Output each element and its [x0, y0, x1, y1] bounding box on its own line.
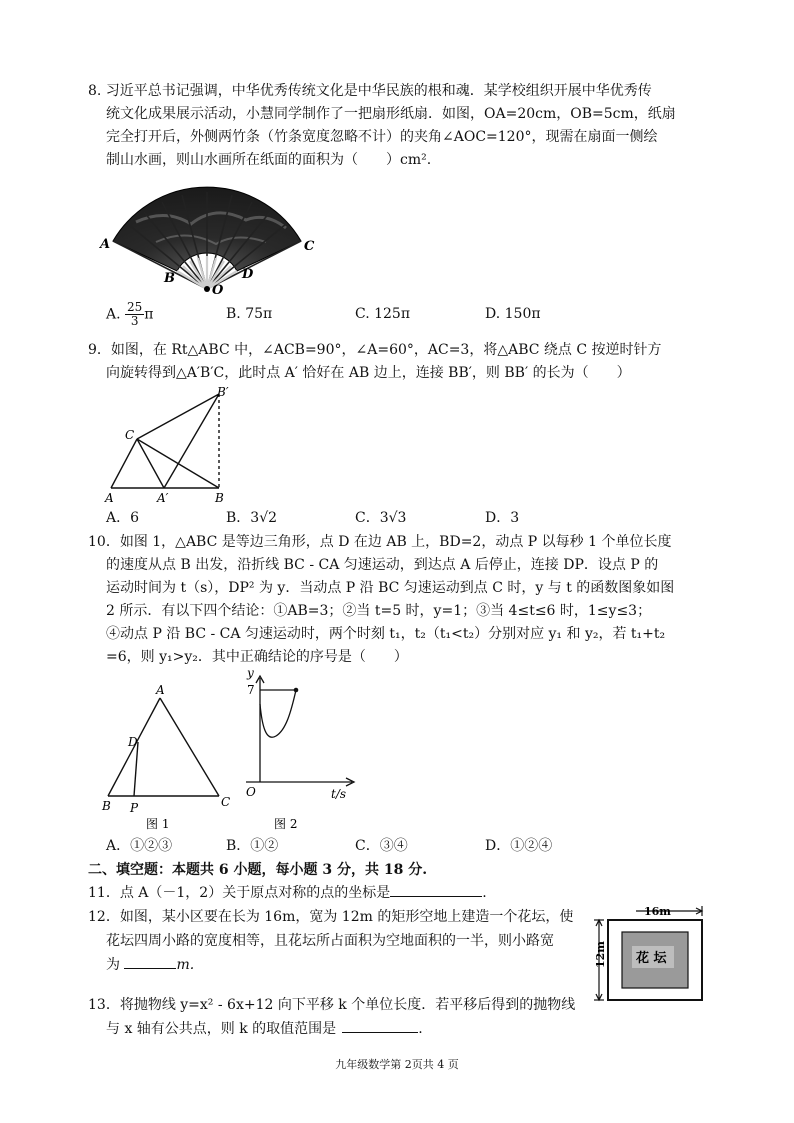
flower-bed-length-label: 16m [644, 905, 671, 918]
q8-option-d[interactable]: D. 150π [485, 306, 541, 322]
q12-line-2: 花坛四周小路的宽度相等，且花坛所占面积为空地面积的一半，则小路宽 [106, 933, 554, 949]
q13-line-2 [106, 1018, 726, 1040]
q9-option-c[interactable]: C．3√3 [355, 510, 407, 526]
q10-line-4: 2 所示．有以下四个结论：①AB=3；②当 t=5 时，y=1；③当 4≤t≤6 时，1≤y≤3； [106, 603, 652, 619]
fig1-label-a: A [156, 683, 165, 697]
fig9-label-a: A [105, 491, 114, 505]
q10-line-1: 10．如图 1，△ABC 是等边三角形，点 D 在边 AB 上，BD=2，动点 P 以每秒 1 个单位长度 [88, 534, 672, 550]
flower-bed-label: 花 坛 [636, 951, 667, 966]
fan-label-o: O [212, 283, 224, 296]
q10-line-3: 运动时间为 t（s），DP² 为 y．当动点 P 沿 BC 匀速运动到点 C 时，y 与 t 的函数图象如图 [106, 580, 675, 596]
q12-answer-blank[interactable] [124, 954, 176, 969]
fig1-caption: 图 1 [146, 817, 170, 831]
q11-end: . [482, 885, 487, 901]
fig9-label-a-prime: A′ [157, 491, 169, 505]
q8-option-a-letter: A. [106, 306, 121, 323]
q10-option-b[interactable]: B．①② [226, 838, 279, 854]
fig2-caption: 图 2 [274, 817, 298, 831]
flower-bed-width-label: 12m [594, 941, 607, 968]
q13-text: 与 x 轴有公共点，则 k 的取值范围是 [106, 1021, 337, 1037]
fig1-label-b: B [102, 799, 111, 813]
pi-symbol: π [144, 306, 154, 323]
fig2-label-7: 7 [247, 683, 255, 697]
q12-line-1: 12．如图，某小区要在长为 16m，宽为 12m 的矩形空地上建造一个花坛，使 [88, 909, 574, 925]
q10-line-2: 的速度从点 B 出发，沿折线 BC - CA 匀速运动，到达点 A 后停止，连接 DP．设点 P 的 [106, 557, 659, 573]
q8-line-1: 8. 习近平总书记强调，中华优秀传统文化是中华民族的根和魂．某学校组织开展中华优秀传 [88, 83, 652, 99]
fan-label-b: B [164, 271, 175, 286]
function-graph-figure [236, 664, 362, 834]
flower-bed-figure [590, 898, 714, 1006]
q13-end: . [418, 1021, 423, 1037]
fig1-label-c: C [221, 795, 231, 809]
q8-option-c[interactable]: C. 125π [355, 306, 411, 322]
section-2-title: 二、填空题：本题共 6 小题，每小题 3 分，共 18 分. [88, 862, 428, 878]
fraction-denominator: 3 [130, 314, 139, 328]
q12-unit: m. [176, 957, 195, 973]
q8-line-3: 完全打开后，外侧两竹条（竹条宽度忽略不计）的夹角∠AOC=120°，现需在扇面一侧绘 [106, 129, 658, 145]
q10-option-a[interactable]: A．①②③ [106, 838, 173, 854]
q10-line-6: =6，则 y₁>y₂．其中正确结论的序号是（ ） [106, 649, 408, 665]
fig2-label-ts: t/s [331, 787, 347, 801]
q9-option-b[interactable]: B．3√2 [226, 510, 278, 526]
fig9-label-b-prime: B′ [217, 385, 229, 399]
fan-label-c: C [304, 239, 315, 254]
q8-line-4: 制山水画，则山水画所在纸面的面积为（ ）cm². [106, 152, 432, 168]
q10-option-c[interactable]: C．③④ [355, 838, 408, 854]
fan-label-a: A [100, 237, 111, 252]
fig2-label-y: y [247, 666, 254, 680]
q10-line-5: ④动点 P 沿 BC - CA 匀速运动时，两个时刻 t₁，t₂（t₁<t₂）分别对应 y₁ 和 y₂，若 t₁+t₂ [106, 626, 666, 642]
q12-line3-start: 为 [106, 957, 120, 973]
q10-option-d[interactable]: D．①②④ [485, 838, 553, 854]
fig1-label-d: D [128, 735, 138, 749]
q9-option-a[interactable]: A．6 [106, 510, 140, 526]
q9-option-d[interactable]: D．3 [485, 510, 520, 526]
q8-line-2: 统文化成果展示活动，小慧同学制作了一把扇形纸扇．如图，OA=20cm，OB=5cm，纸扇 [106, 106, 676, 122]
fig9-label-b: B [215, 491, 224, 505]
q13-line-1: 13．将抛物线 y=x² - 6x+12 向下平移 k 个单位长度．若平移后得到的抛物线 [88, 997, 576, 1013]
q11-text: 11．点 A（－1，2）关于原点对称的点的坐标是 [88, 885, 391, 901]
fan-label-d: D [242, 267, 254, 282]
fig2-label-o: O [246, 785, 256, 799]
fig1-label-p: P [130, 801, 139, 815]
q8-option-a[interactable] [106, 301, 154, 328]
equilateral-triangle-figure [98, 680, 246, 834]
page-footer: 九年级数学第 2页共 4 页 [335, 1058, 459, 1071]
folding-fan-figure [96, 172, 322, 296]
fraction-numerator: 25 [127, 300, 143, 314]
rotated-triangle-figure [96, 384, 246, 508]
q11-answer-blank[interactable] [390, 882, 482, 897]
fraction-25-3 [125, 301, 144, 328]
q13-answer-blank[interactable] [342, 1018, 418, 1033]
q9-line-1: 9．如图，在 Rt△ABC 中，∠ACB=90°，∠A=60°，AC=3，将△ABC 绕点 C 按逆时针方 [88, 342, 662, 358]
fig9-label-c: C [125, 428, 135, 442]
q9-line-2: 向旋转得到△A′B′C，此时点 A′ 恰好在 AB 边上，连接 BB′，则 BB′ 的长为（ ） [106, 365, 631, 381]
q8-option-b[interactable]: B. 75π [226, 306, 273, 322]
